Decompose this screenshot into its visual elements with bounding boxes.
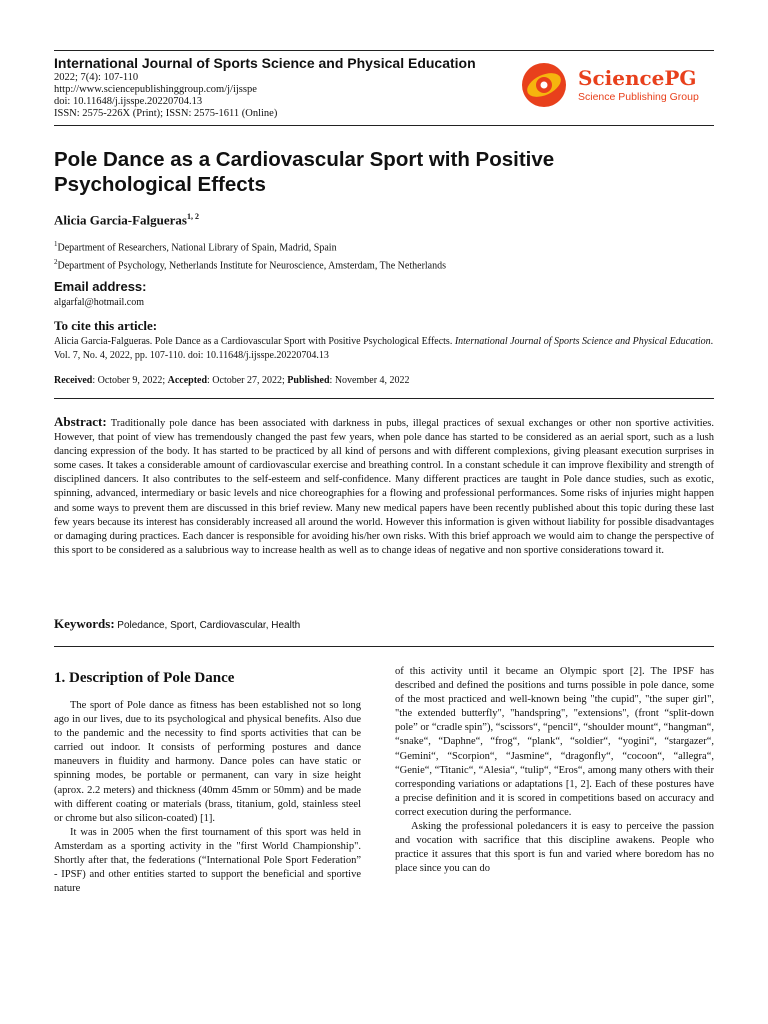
abstract-label: Abstract: [54, 414, 107, 429]
cite-heading: To cite this article: [54, 318, 158, 333]
paper-title-line-1: Pole Dance as a Cardiovascular Sport with Positive [54, 148, 555, 171]
journal-issue: 2022; 7(4): 107-110 [54, 72, 139, 83]
journal-url[interactable]: http://www.sciencepublishinggroup.com/j/ijsspe [54, 84, 257, 95]
cite-journal-italic: International Journal of Sports Science and Physical Education [454, 336, 711, 347]
right-column [395, 665, 714, 876]
logo-brand-text: SciencePG [578, 66, 697, 90]
affil-1-text: Department of Researchers, National Library of Spain, Madrid, Spain [57, 242, 337, 254]
header-bottom-rule [54, 125, 714, 126]
keywords-label: Keywords: [54, 616, 115, 631]
abstract-top-rule [54, 398, 714, 399]
article-dates [54, 374, 714, 388]
cite-text [54, 335, 714, 363]
keywords [54, 616, 300, 632]
abstract-text: Traditionally pole dance has been associated with darkness in pubs, illegal practices of sexual exchanges or other non sportive activities. However, that point of view has tremendously changed the past few years, when pole dance has started to be considered as an aerial sport, such as a lush dancing expression of the body. It has started to be practiced by all kind of persons and with different complexions, giving pleasant execution surprises in some cases. It takes a considerable amount of cardiovascular exercise and breathing control. In a constant schedule it can improve flexibility and strength of disciplined dancers. It also contributes to the self-esteem and self-confidence. Many different practices are taught in Pole dance studies, such as exotic, spinning, advanced, intermediary or basic levels and nice choreographies for a flowing and professional performances. Some risks of injuries might happen and some ways to prevent them are discussed in this brief review. Many new medical papers have been recently published about this topic during these last few years because its interest has considerably increased all around the world. However this information is given without liability for possible disadvantages or damaging during practices. Each dancer is responsible for avoiding his/her own risks. With this brief approach we would aim to change the perspective of this sport to be considered as a salubrious way to increase health as well as to change ideas of negative and non sportive considerations toward it. [54, 418, 714, 556]
affiliation-1 [54, 240, 337, 253]
paper-title [54, 147, 694, 197]
affil-1-sup: 1 [54, 240, 58, 248]
affiliation-2 [54, 258, 446, 271]
received-label: Received [54, 375, 93, 386]
author-name [54, 212, 199, 228]
abstract-bottom-rule [54, 646, 714, 647]
header-top-rule [54, 50, 714, 51]
author-text: Alicia Garcia-Falgueras [54, 212, 187, 228]
right-paragraph-2: Asking the professional poledancers it is easy to perceive the passion and vocation with sacrifice that this discipline awakens. People who practice it assures that this sport is fun and varied where boredom has no place since you can do [395, 821, 714, 875]
logo-tagline-text: Science Publishing Group [578, 91, 699, 103]
journal-doi: doi: 10.11648/j.ijsspe.20220704.13 [54, 96, 203, 107]
published-date: : November 4, 2022 [329, 375, 410, 386]
left-column [54, 699, 361, 896]
journal-issn: ISSN: 2575-226X (Print); ISSN: 2575-1611 (Online) [54, 108, 278, 119]
paper-title-line-2: Psychological Effects [54, 173, 266, 196]
sciencepg-logo [516, 60, 716, 110]
author-affil-sup: 1, 2 [186, 212, 199, 221]
email-heading: Email address: [54, 279, 147, 294]
received-date: : October 9, 2022; [92, 375, 168, 386]
left-paragraph-1: The sport of Pole dance as fitness has been established not so long ago in our lives, due to its psychological and physical benefits. Also due to the pandemic and the necessity to find sports activities that can be carried out indoor. It consists of performing postures and dance maneuvers in fluidity and harmony. Dance poles can have static or spinning modes, be portable or permanent, can vary in size height (aprox. 2.2 meters) and thickness (40mm 45mm or 50mm) and be made with different coating or materials (brass, titanium, gold, stainless steel or chrome but also silicon-coated) [1]. [54, 700, 361, 824]
left-paragraph-2: It was in 2005 when the first tournament of this sport was held in Amsterdam as a sporting activity in the "first World Championship". Shortly after that, the federations (“International Pole Sport Federation” - IPSF) and other entities started to support the beneficial and sportive nature [54, 826, 361, 895]
keywords-text: Poledance, Sport, Cardiovascular, Health [117, 620, 301, 631]
cite-tail: . Vol. 7, No. 4, 2022, pp. 107-110. doi: 10.11648/j.ijsspe.20220704.13 [54, 336, 714, 361]
abstract [54, 415, 714, 558]
affil-2-sup: 2 [54, 258, 58, 266]
published-label: Published [287, 375, 330, 386]
accepted-label: Accepted [167, 375, 208, 386]
accepted-date: : October 27, 2022; [207, 375, 288, 386]
email-address[interactable]: algarfal@hotmail.com [54, 297, 145, 308]
cite-plain: Alicia Garcia-Falgueras. Pole Dance as a Cardiovascular Sport with Positive Psychological Effects. [54, 336, 455, 347]
right-paragraph-1: of this activity until it became an Olympic sport [2]. The IPSF has described and defined the positions and turns possible in pole dance, some of the most practiced and well-known being "the cupid", "the super girl", "the extended butterfly", "handspring", "extensions", (front “split-down pole” or “cradle spin”), “scissors“, “pencil“, “shoulder mount“, “hangman“, “snake“, “Daphne“, “frog“, “plank“, “soldier“, “yogini“, “stargazer“, “Gemini“, “Scorpion“, “Jasmine“, “dragonfly“, “cocoon“, “allegra“, “Genie“, “Titanic“, “Alesia“, “tulip“, “Eros“, among many others with their corresponding variations or adaptations [1, 2]. Each of these postures have a precise definition and it is scored in competitions based on accuracy and correct execution during the performance. [395, 666, 714, 818]
section-1-heading: 1. Description of Pole Dance [54, 670, 235, 686]
journal-title: International Journal of Sports Science and Physical Education [54, 55, 476, 71]
affil-2-text: Department of Psychology, Netherlands Institute for Neuroscience, Amsterdam, The Netherlands [57, 260, 447, 272]
